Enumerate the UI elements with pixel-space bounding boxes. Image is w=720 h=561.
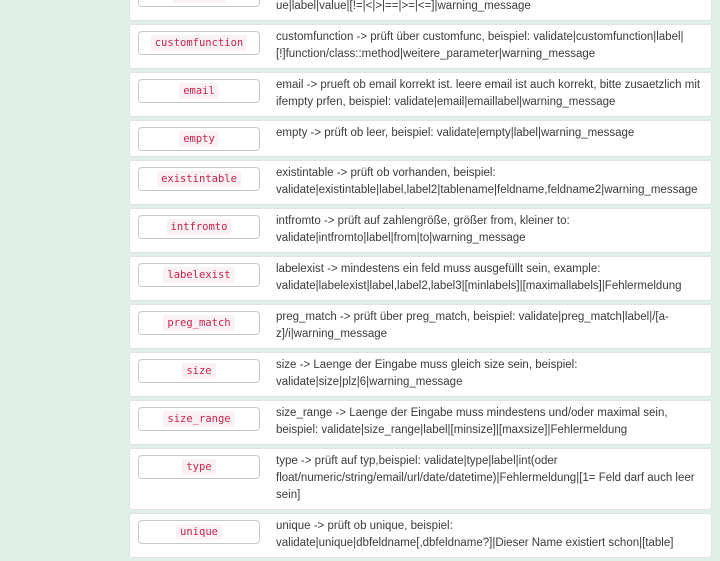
validator-description: labelexist -> mindestens ein feld muss ausgefüllt sein, example: validate|labelexist|label,label2,label3|[minlabels]|[maximallabels]|Fehlermeldung [276, 263, 682, 292]
validator-button-customfunction[interactable] [138, 31, 260, 55]
validator-row [129, 400, 712, 445]
validator-name-code: preg_match [163, 315, 234, 331]
validator-list-panel [129, 0, 712, 561]
validator-row [129, 24, 712, 69]
validator-name-code: type [182, 459, 215, 475]
validator-button-existintable[interactable] [138, 167, 260, 191]
validator-description: type -> prüft auf typ,beispiel: validate|type|label|int(oder float/numeric/string/email/url/date/datetime)|Fehlermeldung|[1= Feld darf auch leer sein] [276, 455, 695, 501]
validator-button-preg-match[interactable] [138, 311, 260, 335]
validator-description: unique -> prüft ob unique, beispiel: validate|unique|dbfeldname[,dbfeldname?]|Dieser Name existiert schon|[table] [276, 520, 674, 549]
validator-button-intfromto[interactable] [138, 215, 260, 239]
validator-button-labelexist[interactable] [138, 263, 260, 287]
validator-button-type[interactable] [138, 455, 260, 479]
validator-description: email -> prueft ob email korrekt ist. leere email ist auch korrekt, bitte zusaetzlich mit ifempty prfen, beispiel: validate|email|emaillabel|warning_message [276, 79, 701, 108]
validator-description: size -> Laenge der Eingabe muss gleich size sein, beispiel: validate|size|plz|6|warning_message [276, 359, 578, 388]
validator-description: empty -> prüft ob leer, beispiel: validate|empty|label|warning_message [276, 127, 635, 139]
validator-description: customfunction -> prüft über customfunc, beispiel: validate|customfunction|label|[!]function/class::method|weitere_parameter|warning_message [276, 31, 684, 60]
validator-row [129, 513, 712, 558]
validator-row [129, 160, 712, 205]
validator-row [129, 304, 712, 349]
validator-name-code: existintable [157, 171, 241, 187]
validator-name-code: labelexist [163, 267, 234, 283]
validator-button-size-range[interactable] [138, 407, 260, 431]
validator-row-clipped [129, 0, 712, 21]
validator-description: ue|label|value|[!=|<|>|==|>=|<=]|warning_message [276, 0, 531, 12]
validator-name-code: customfunction [151, 35, 248, 51]
validator-description: preg_match -> prüft über preg_match, beispiel: validate|preg_match|label|/[a-z]/i|warning_message [276, 311, 669, 340]
validator-name-code: size [182, 363, 215, 379]
validator-description: size_range -> Laenge der Eingabe muss mindestens und/oder maximal sein, beispiel: validate|size_range|label|[minsize]|[maxsize]|Fehlermeldung [276, 407, 668, 436]
validator-button-size[interactable] [138, 359, 260, 383]
validator-row [129, 352, 712, 397]
validator-name-code: empty [179, 131, 219, 147]
validator-name-code: unique [176, 524, 222, 540]
validator-name-code: size_range [163, 411, 234, 427]
validator-button[interactable] [138, 0, 260, 7]
validator-name-code: intfromto [167, 219, 232, 235]
validator-button-empty[interactable] [138, 127, 260, 151]
validator-row [129, 120, 712, 157]
validator-button-unique[interactable] [138, 520, 260, 544]
validator-description: intfromto -> prüft auf zahlengröße, größer from, kleiner to: validate|intfromto|label|from|to|warning_message [276, 215, 570, 244]
validator-description: existintable -> prüft ob vorhanden, beispiel: validate|existintable|label,label2|tablename|feldname,feldname2|warning_message [276, 167, 698, 196]
validator-row [129, 208, 712, 253]
validator-row [129, 72, 712, 117]
validator-row [129, 256, 712, 301]
validator-button-email[interactable] [138, 79, 260, 103]
validator-name-code [172, 0, 226, 3]
validator-name-code: email [179, 83, 219, 99]
validator-row [129, 448, 712, 510]
